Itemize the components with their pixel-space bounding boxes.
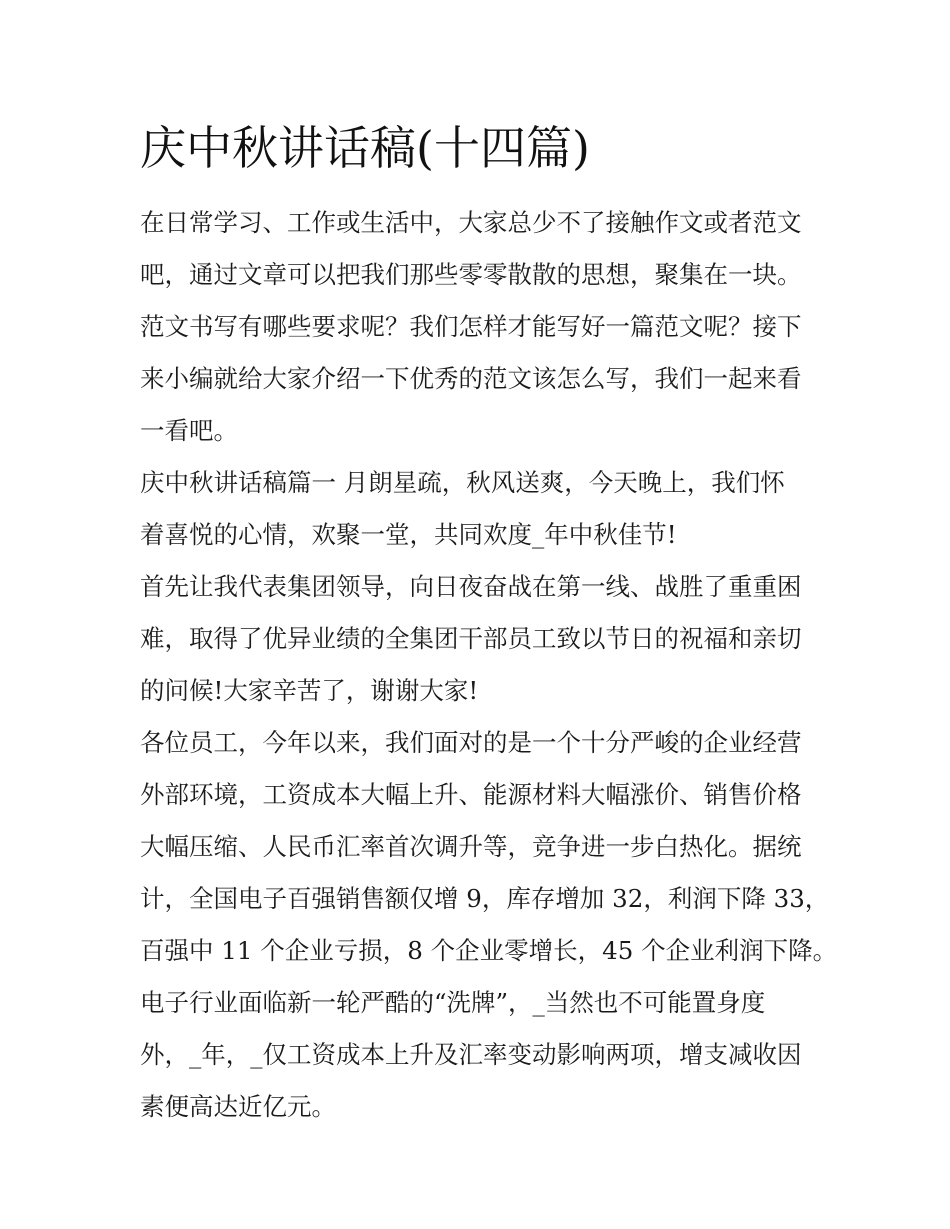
document-title: 庆中秋讲话稿(十四篇) [140, 121, 590, 175]
text-line: 吧，通过文章可以把我们那些零零散散的思想，聚集在一块。 [140, 260, 802, 289]
text-line: 大幅压缩、人民币汇率首次调升等，竞争进一步白热化。据统 [140, 832, 802, 861]
text-line: 庆中秋讲话稿篇一 月朗星疏，秋风送爽，今天晚上，我们怀 [140, 468, 785, 497]
text-line: 来小编就给大家介绍一下优秀的范文该怎么写，我们一起来看 [140, 364, 802, 393]
text-line: 的问候!大家辛苦了，谢谢大家! [140, 676, 479, 705]
text-line: 在日常学习、工作或生活中，大家总少不了接触作文或者范文 [140, 208, 802, 237]
text-line: 素便高达近亿元。 [140, 1092, 336, 1121]
text-line: 百强中 11 个企业亏损，8 个企业零增长，45 个企业利润下降。 [140, 936, 838, 965]
text-line: 范文书写有哪些要求呢？我们怎样才能写好一篇范文呢？接下 [140, 312, 802, 341]
text-line: 一看吧。 [140, 416, 238, 445]
text-line: 外，_年，_仅工资成本上升及汇率变动影响两项，增支减收因 [140, 1040, 802, 1069]
text-line: 电子行业面临新一轮严酷的“洗牌”，_当然也不可能置身度 [140, 988, 766, 1017]
document-body [140, 197, 838, 1133]
text-line: 首先让我代表集团领导，向日夜奋战在第一线、战胜了重重困 [140, 572, 802, 601]
text-line: 计，全国电子百强销售额仅增 9，库存增加 32，利润下降 33， [140, 884, 830, 913]
text-line: 外部环境，工资成本大幅上升、能源材料大幅涨价、销售价格 [140, 780, 802, 809]
text-line: 着喜悦的心情，欢聚一堂，共同欢度_年中秋佳节! [140, 520, 677, 549]
text-line: 难，取得了优异业绩的全集团干部员工致以节日的祝福和亲切 [140, 624, 802, 653]
text-line: 各位员工，今年以来，我们面对的是一个十分严峻的企业经营 [140, 728, 802, 757]
